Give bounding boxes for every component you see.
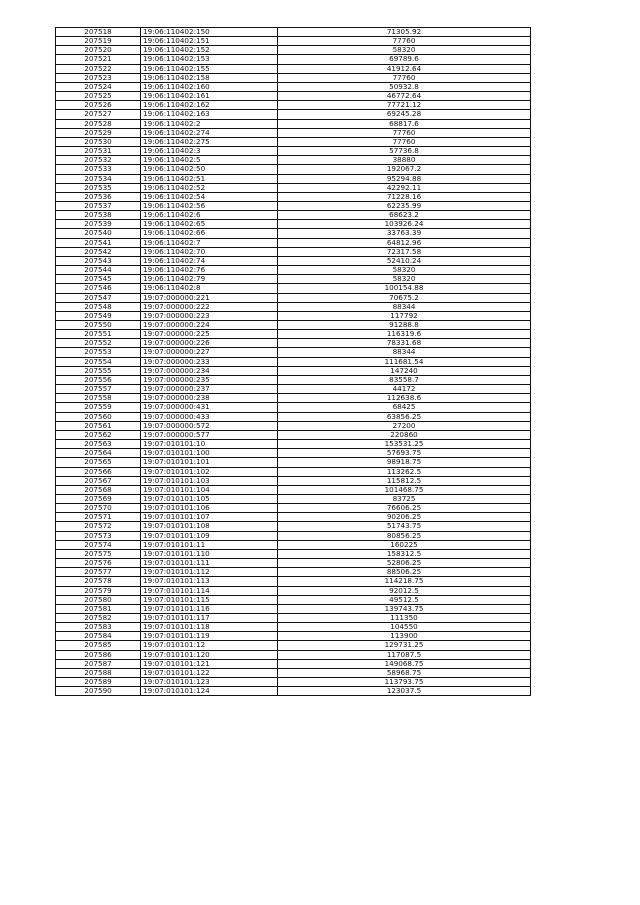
amount-cell: 58320: [278, 46, 531, 55]
table-row: [56, 430, 531, 439]
row-id-cell: 207529: [56, 128, 141, 137]
cadastral-number-cell: 19:06:110402:74: [141, 256, 278, 265]
table-row: [56, 449, 531, 458]
row-id-cell: 207544: [56, 266, 141, 275]
table-row: [56, 165, 531, 174]
amount-cell: 77760: [278, 37, 531, 46]
row-id-cell: 207581: [56, 604, 141, 613]
cadastral-number-cell: 19:07:000000:227: [141, 348, 278, 357]
amount-cell: 38880: [278, 156, 531, 165]
cadastral-number-cell: 19:06:110402:56: [141, 201, 278, 210]
table-row: [56, 614, 531, 623]
table-row: [56, 412, 531, 421]
amount-cell: 98918.75: [278, 458, 531, 467]
amount-cell: 42292.11: [278, 183, 531, 192]
cadastral-number-cell: 19:06:110402:54: [141, 192, 278, 201]
row-id-cell: 207586: [56, 650, 141, 659]
cadastral-number-cell: 19:07:000000:223: [141, 311, 278, 320]
cadastral-number-cell: 19:06:110402:5: [141, 156, 278, 165]
row-id-cell: 207537: [56, 201, 141, 210]
table-row: [56, 568, 531, 577]
amount-cell: 77760: [278, 128, 531, 137]
amount-cell: 69245.28: [278, 110, 531, 119]
table-row: [56, 137, 531, 146]
table-row: [56, 128, 531, 137]
table-row: [56, 641, 531, 650]
row-id-cell: 207567: [56, 476, 141, 485]
cadastral-number-cell: 19:07:000000:572: [141, 421, 278, 430]
table-row: [56, 467, 531, 476]
row-id-cell: 207549: [56, 311, 141, 320]
table-row: [56, 330, 531, 339]
row-id-cell: 207554: [56, 357, 141, 366]
cadastral-number-cell: 19:07:010101:117: [141, 614, 278, 623]
amount-cell: 149068.75: [278, 659, 531, 668]
cadastral-number-cell: 19:07:010101:102: [141, 467, 278, 476]
amount-cell: 83725: [278, 494, 531, 503]
cadastral-number-cell: 19:06:110402:151: [141, 37, 278, 46]
row-id-cell: 207542: [56, 247, 141, 256]
cadastral-number-cell: 19:07:000000:221: [141, 293, 278, 302]
row-id-cell: 207565: [56, 458, 141, 467]
amount-cell: 113900: [278, 632, 531, 641]
cadastral-number-cell: 19:06:110402:65: [141, 220, 278, 229]
cadastral-number-cell: 19:07:010101:103: [141, 476, 278, 485]
amount-cell: 58320: [278, 266, 531, 275]
table-row: [56, 559, 531, 568]
amount-cell: 71305.92: [278, 28, 531, 37]
cadastral-number-cell: 19:06:110402:3: [141, 147, 278, 156]
amount-cell: 88344: [278, 348, 531, 357]
cadastral-number-cell: 19:07:000000:234: [141, 366, 278, 375]
row-id-cell: 207577: [56, 568, 141, 577]
row-id-cell: 207572: [56, 522, 141, 531]
amount-cell: 80856.25: [278, 531, 531, 540]
table-row: [56, 494, 531, 503]
amount-cell: 129731.25: [278, 641, 531, 650]
cadastral-number-cell: 19:06:110402:153: [141, 55, 278, 64]
cadastral-number-cell: 19:07:010101:119: [141, 632, 278, 641]
row-id-cell: 207588: [56, 668, 141, 677]
amount-cell: 64812.96: [278, 238, 531, 247]
row-id-cell: 207519: [56, 37, 141, 46]
cadastral-number-cell: 19:07:010101:123: [141, 678, 278, 687]
amount-cell: 115812.5: [278, 476, 531, 485]
row-id-cell: 207539: [56, 220, 141, 229]
table-row: [56, 668, 531, 677]
amount-cell: 147240: [278, 366, 531, 375]
table-row: [56, 174, 531, 183]
amount-cell: 57736.8: [278, 147, 531, 156]
row-id-cell: 207568: [56, 485, 141, 494]
table-row: [56, 110, 531, 119]
cadastral-number-cell: 19:07:000000:226: [141, 339, 278, 348]
cadastral-number-cell: 19:07:000000:225: [141, 330, 278, 339]
table-row: [56, 357, 531, 366]
amount-cell: 88344: [278, 302, 531, 311]
table-row: [56, 650, 531, 659]
amount-cell: 62235.99: [278, 201, 531, 210]
row-id-cell: 207561: [56, 421, 141, 430]
row-id-cell: 207531: [56, 147, 141, 156]
row-id-cell: 207526: [56, 101, 141, 110]
table-row: [56, 229, 531, 238]
row-id-cell: 207548: [56, 302, 141, 311]
cadastral-number-cell: 19:07:000000:431: [141, 403, 278, 412]
cadastral-number-cell: 19:07:010101:111: [141, 559, 278, 568]
row-id-cell: 207585: [56, 641, 141, 650]
table-row: [56, 549, 531, 558]
row-id-cell: 207551: [56, 330, 141, 339]
table-row: [56, 183, 531, 192]
row-id-cell: 207558: [56, 394, 141, 403]
row-id-cell: 207556: [56, 375, 141, 384]
table-row: [56, 156, 531, 165]
row-id-cell: 207534: [56, 174, 141, 183]
amount-cell: 51743.75: [278, 522, 531, 531]
table-row: [56, 375, 531, 384]
cadastral-number-cell: 19:07:010101:11: [141, 540, 278, 549]
row-id-cell: 207536: [56, 192, 141, 201]
row-id-cell: 207574: [56, 540, 141, 549]
table-row: [56, 385, 531, 394]
cadastral-number-cell: 19:06:110402:162: [141, 101, 278, 110]
cadastral-number-cell: 19:07:010101:100: [141, 449, 278, 458]
cadastral-number-cell: 19:06:110402:158: [141, 73, 278, 82]
cadastral-number-cell: 19:07:010101:101: [141, 458, 278, 467]
row-id-cell: 207522: [56, 64, 141, 73]
row-id-cell: 207590: [56, 687, 141, 696]
row-id-cell: 207535: [56, 183, 141, 192]
row-id-cell: 207563: [56, 440, 141, 449]
cadastral-number-cell: 19:07:010101:109: [141, 531, 278, 540]
table-row: [56, 82, 531, 91]
amount-cell: 41912.64: [278, 64, 531, 73]
cadastral-number-cell: 19:06:110402:274: [141, 128, 278, 137]
row-id-cell: 207524: [56, 82, 141, 91]
table-row: [56, 440, 531, 449]
table-row: [56, 46, 531, 55]
table-row: [56, 678, 531, 687]
amount-cell: 139743.75: [278, 604, 531, 613]
table-row: [56, 119, 531, 128]
amount-cell: 117792: [278, 311, 531, 320]
cadastral-number-cell: 19:07:010101:120: [141, 650, 278, 659]
row-id-cell: 207533: [56, 165, 141, 174]
table-row: [56, 311, 531, 320]
cadastral-number-cell: 19:07:000000:237: [141, 385, 278, 394]
table-row: [56, 275, 531, 284]
row-id-cell: 207583: [56, 623, 141, 632]
amount-cell: 111681.54: [278, 357, 531, 366]
table-row: [56, 55, 531, 64]
row-id-cell: 207546: [56, 284, 141, 293]
row-id-cell: 207589: [56, 678, 141, 687]
row-id-cell: 207562: [56, 430, 141, 439]
cadastral-number-cell: 19:06:110402:52: [141, 183, 278, 192]
amount-cell: 112638.6: [278, 394, 531, 403]
amount-cell: 78331.68: [278, 339, 531, 348]
cadastral-number-cell: 19:07:010101:122: [141, 668, 278, 677]
table-row: [56, 73, 531, 82]
amount-cell: 90206.25: [278, 513, 531, 522]
row-id-cell: 207541: [56, 238, 141, 247]
table-row: [56, 421, 531, 430]
row-id-cell: 207557: [56, 385, 141, 394]
cadastral-number-cell: 19:06:110402:155: [141, 64, 278, 73]
cadastral-number-cell: 19:06:110402:8: [141, 284, 278, 293]
table-row: [56, 458, 531, 467]
amount-cell: 52806.25: [278, 559, 531, 568]
amount-cell: 160225: [278, 540, 531, 549]
table-row: [56, 504, 531, 513]
table-row: [56, 604, 531, 613]
table-row: [56, 302, 531, 311]
cadastral-number-cell: 19:07:000000:233: [141, 357, 278, 366]
row-id-cell: 207518: [56, 28, 141, 37]
cadastral-number-cell: 19:07:010101:124: [141, 687, 278, 696]
cadastral-number-cell: 19:07:000000:235: [141, 375, 278, 384]
table-row: [56, 522, 531, 531]
cadastral-number-cell: 19:06:110402:275: [141, 137, 278, 146]
row-id-cell: 207525: [56, 92, 141, 101]
cadastral-number-cell: 19:06:110402:163: [141, 110, 278, 119]
amount-cell: 92012.5: [278, 586, 531, 595]
amount-cell: 57693.75: [278, 449, 531, 458]
amount-cell: 100154.88: [278, 284, 531, 293]
amount-cell: 76606.25: [278, 504, 531, 513]
cadastral-number-cell: 19:07:010101:107: [141, 513, 278, 522]
table-row: [56, 284, 531, 293]
amount-cell: 72317.58: [278, 247, 531, 256]
amount-cell: 113793.75: [278, 678, 531, 687]
amount-cell: 117087.5: [278, 650, 531, 659]
table-row: [56, 531, 531, 540]
cadastral-number-cell: 19:07:000000:433: [141, 412, 278, 421]
table-row: [56, 321, 531, 330]
table-row: [56, 28, 531, 37]
amount-cell: 158312.5: [278, 549, 531, 558]
table-row: [56, 220, 531, 229]
table-row: [56, 476, 531, 485]
table-row: [56, 266, 531, 275]
cadastral-number-cell: 19:07:010101:110: [141, 549, 278, 558]
cadastral-number-cell: 19:07:010101:106: [141, 504, 278, 513]
table-row: [56, 293, 531, 302]
amount-cell: 95294.88: [278, 174, 531, 183]
amount-cell: 77760: [278, 73, 531, 82]
cadastral-number-cell: 19:07:000000:238: [141, 394, 278, 403]
amount-cell: 123037.5: [278, 687, 531, 696]
table-row: [56, 92, 531, 101]
data-table: [55, 27, 531, 696]
row-id-cell: 207532: [56, 156, 141, 165]
cadastral-number-cell: 19:06:110402:6: [141, 211, 278, 220]
row-id-cell: 207520: [56, 46, 141, 55]
row-id-cell: 207564: [56, 449, 141, 458]
row-id-cell: 207570: [56, 504, 141, 513]
row-id-cell: 207523: [56, 73, 141, 82]
cadastral-number-cell: 19:06:110402:76: [141, 266, 278, 275]
table-row: [56, 403, 531, 412]
cadastral-number-cell: 19:07:010101:108: [141, 522, 278, 531]
cadastral-number-cell: 19:06:110402:161: [141, 92, 278, 101]
cadastral-number-cell: 19:07:010101:118: [141, 623, 278, 632]
row-id-cell: 207553: [56, 348, 141, 357]
row-id-cell: 207559: [56, 403, 141, 412]
row-id-cell: 207569: [56, 494, 141, 503]
table-row: [56, 101, 531, 110]
cadastral-number-cell: 19:07:010101:105: [141, 494, 278, 503]
row-id-cell: 207575: [56, 549, 141, 558]
amount-cell: 49512.5: [278, 595, 531, 604]
table-body: [56, 28, 531, 696]
table-row: [56, 513, 531, 522]
amount-cell: 113262.5: [278, 467, 531, 476]
amount-cell: 58320: [278, 275, 531, 284]
row-id-cell: 207587: [56, 659, 141, 668]
cadastral-number-cell: 19:06:110402:51: [141, 174, 278, 183]
amount-cell: 103926.24: [278, 220, 531, 229]
amount-cell: 44172: [278, 385, 531, 394]
cadastral-number-cell: 19:06:110402:50: [141, 165, 278, 174]
table-row: [56, 485, 531, 494]
row-id-cell: 207584: [56, 632, 141, 641]
table-row: [56, 540, 531, 549]
row-id-cell: 207552: [56, 339, 141, 348]
table-row: [56, 366, 531, 375]
amount-cell: 68623.2: [278, 211, 531, 220]
table-row: [56, 37, 531, 46]
table-row: [56, 595, 531, 604]
table-row: [56, 659, 531, 668]
row-id-cell: 207580: [56, 595, 141, 604]
row-id-cell: 207582: [56, 614, 141, 623]
amount-cell: 71228.16: [278, 192, 531, 201]
cadastral-number-cell: 19:07:010101:10: [141, 440, 278, 449]
amount-cell: 46772.64: [278, 92, 531, 101]
cadastral-number-cell: 19:07:000000:224: [141, 321, 278, 330]
amount-cell: 153531.25: [278, 440, 531, 449]
cadastral-number-cell: 19:07:010101:116: [141, 604, 278, 613]
table-row: [56, 339, 531, 348]
cadastral-number-cell: 19:06:110402:70: [141, 247, 278, 256]
amount-cell: 83558.7: [278, 375, 531, 384]
row-id-cell: 207547: [56, 293, 141, 302]
cadastral-number-cell: 19:06:110402:160: [141, 82, 278, 91]
amount-cell: 69789.6: [278, 55, 531, 64]
cadastral-number-cell: 19:06:110402:7: [141, 238, 278, 247]
cadastral-number-cell: 19:07:000000:222: [141, 302, 278, 311]
table-row: [56, 577, 531, 586]
amount-cell: 50932.8: [278, 82, 531, 91]
row-id-cell: 207538: [56, 211, 141, 220]
table-row: [56, 238, 531, 247]
amount-cell: 68817.6: [278, 119, 531, 128]
cadastral-number-cell: 19:07:010101:121: [141, 659, 278, 668]
cadastral-number-cell: 19:07:000000:577: [141, 430, 278, 439]
row-id-cell: 207576: [56, 559, 141, 568]
row-id-cell: 207550: [56, 321, 141, 330]
amount-cell: 88506.25: [278, 568, 531, 577]
cadastral-number-cell: 19:07:010101:114: [141, 586, 278, 595]
row-id-cell: 207571: [56, 513, 141, 522]
amount-cell: 220860: [278, 430, 531, 439]
table-row: [56, 394, 531, 403]
row-id-cell: 207528: [56, 119, 141, 128]
cadastral-number-cell: 19:06:110402:79: [141, 275, 278, 284]
table-row: [56, 586, 531, 595]
row-id-cell: 207545: [56, 275, 141, 284]
cadastral-number-cell: 19:07:010101:113: [141, 577, 278, 586]
table-row: [56, 192, 531, 201]
amount-cell: 101468.75: [278, 485, 531, 494]
cadastral-number-cell: 19:06:110402:152: [141, 46, 278, 55]
table-row: [56, 256, 531, 265]
table-row: [56, 348, 531, 357]
amount-cell: 63856.25: [278, 412, 531, 421]
table-row: [56, 64, 531, 73]
amount-cell: 77721.12: [278, 101, 531, 110]
cadastral-number-cell: 19:06:110402:2: [141, 119, 278, 128]
cadastral-number-cell: 19:07:010101:112: [141, 568, 278, 577]
row-id-cell: 207560: [56, 412, 141, 421]
amount-cell: 52410.24: [278, 256, 531, 265]
row-id-cell: 207530: [56, 137, 141, 146]
row-id-cell: 207555: [56, 366, 141, 375]
cadastral-number-cell: 19:07:010101:12: [141, 641, 278, 650]
table-row: [56, 147, 531, 156]
amount-cell: 192067.2: [278, 165, 531, 174]
amount-cell: 111350: [278, 614, 531, 623]
cadastral-number-cell: 19:07:010101:104: [141, 485, 278, 494]
cadastral-number-cell: 19:06:110402:150: [141, 28, 278, 37]
cadastral-number-cell: 19:06:110402:66: [141, 229, 278, 238]
table-row: [56, 632, 531, 641]
amount-cell: 91288.8: [278, 321, 531, 330]
table-row: [56, 201, 531, 210]
row-id-cell: 207540: [56, 229, 141, 238]
amount-cell: 33763.39: [278, 229, 531, 238]
row-id-cell: 207543: [56, 256, 141, 265]
row-id-cell: 207527: [56, 110, 141, 119]
table-row: [56, 211, 531, 220]
amount-cell: 77760: [278, 137, 531, 146]
cadastral-number-cell: 19:07:010101:115: [141, 595, 278, 604]
amount-cell: 58968.75: [278, 668, 531, 677]
amount-cell: 114218.75: [278, 577, 531, 586]
amount-cell: 104550: [278, 623, 531, 632]
table-row: [56, 687, 531, 696]
row-id-cell: 207573: [56, 531, 141, 540]
amount-cell: 116319.6: [278, 330, 531, 339]
table-row: [56, 623, 531, 632]
row-id-cell: 207579: [56, 586, 141, 595]
table-row: [56, 247, 531, 256]
amount-cell: 27200: [278, 421, 531, 430]
row-id-cell: 207521: [56, 55, 141, 64]
amount-cell: 68425: [278, 403, 531, 412]
row-id-cell: 207578: [56, 577, 141, 586]
amount-cell: 70675.2: [278, 293, 531, 302]
row-id-cell: 207566: [56, 467, 141, 476]
